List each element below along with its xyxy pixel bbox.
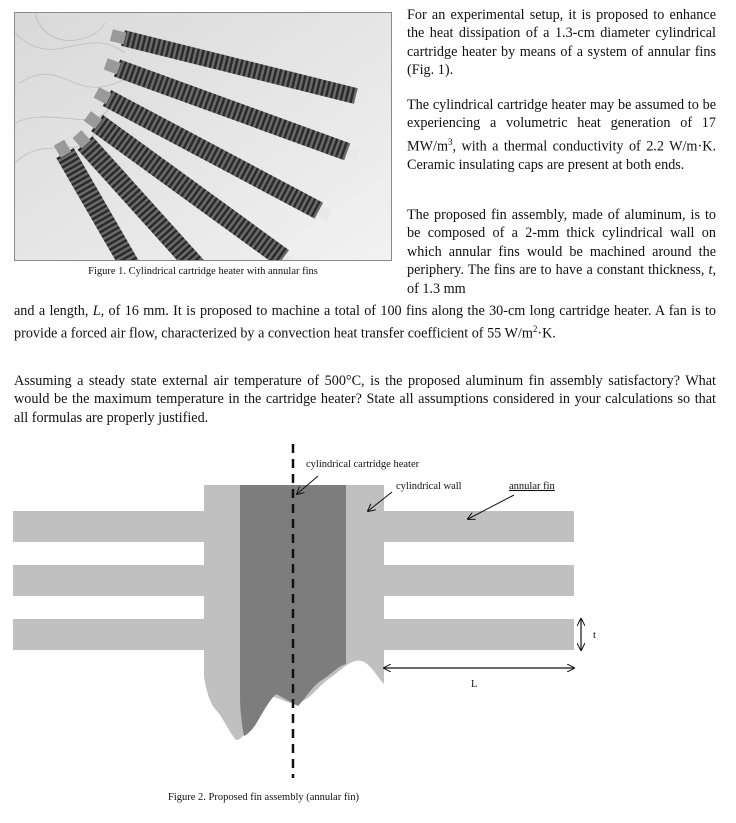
paragraph-length-text-c: ·K. (537, 326, 556, 343)
cartridge-heater-photo-art (15, 13, 392, 261)
paragraph-intro (407, 6, 716, 80)
paragraph-length-text-b: , of 16 mm. It is proposed to machine a total of 100 fins along the 30-cm long cartridge heater. A fan is to provide a forced air flow, characterized by a convection heat transfer coefficient of 55 W/m (14, 303, 716, 343)
paragraph-heater-properties (407, 96, 716, 174)
label-t: t (593, 630, 596, 641)
fin-left-2 (13, 565, 206, 596)
paragraph-question-text: Assuming a steady state external air temperature of 500°C, is the proposed aluminum fin assembly satisfactory? What would be the maximum temperature in the cartridge heater? State all assumptions considered in your calculations so that all formulas are properly justified. (14, 373, 716, 426)
paragraph-fin-text-a: The proposed fin assembly, made of aluminum, is to be composed of a 2-mm thick cylindrical wall on which annular fins would be machined around the periphery. The fins are to have a constant thickness, (407, 207, 716, 279)
fin-left-1 (13, 511, 206, 542)
fin-right-2 (382, 565, 574, 596)
label-L: L (471, 679, 478, 690)
paragraph-question (14, 372, 716, 427)
label-cartridge-heater: cylindrical cartridge heater (306, 459, 420, 470)
fin-left-3 (13, 619, 206, 650)
superscript-2: 2 (532, 324, 538, 335)
paragraph-intro-text: For an experimental setup, it is proposed to enhance the heat dissipation of a 1.3-cm diameter cylindrical cartridge heater by means of a system of annular fins (Fig. 1). (407, 7, 716, 79)
fin-right-1 (382, 511, 574, 542)
figure-2-caption: Figure 2. Proposed fin assembly (annular fin) (168, 792, 360, 803)
label-cylindrical-wall: cylindrical wall (396, 481, 462, 492)
paragraph-length-text-a: and a length, (14, 303, 93, 319)
paragraph-fin-length (14, 302, 716, 344)
paragraph-fin-assembly (407, 206, 716, 298)
paragraph-heater-text-b: , with a thermal conductivity of 2.2 W/m·K. Ceramic insulating caps are present at both ends. (407, 138, 716, 173)
superscript-3: 3 (447, 136, 453, 147)
fin-right-3 (382, 619, 574, 650)
paragraph-heater-text-a: The cylindrical cartridge heater may be assumed to be experiencing a volumetric heat generation of 17 MW/m (407, 97, 716, 155)
cartridge-heater-photo (14, 12, 392, 261)
variable-L: L (92, 303, 101, 319)
variable-t: t (708, 262, 713, 279)
figure-1-caption: Figure 1. Cylindrical cartridge heater with annular fins (88, 266, 318, 277)
fin-assembly-diagram (0, 440, 736, 818)
label-annular-fin: annular fin (509, 481, 555, 492)
paragraph-fin-text-b: , of 1.3 mm (407, 262, 716, 297)
